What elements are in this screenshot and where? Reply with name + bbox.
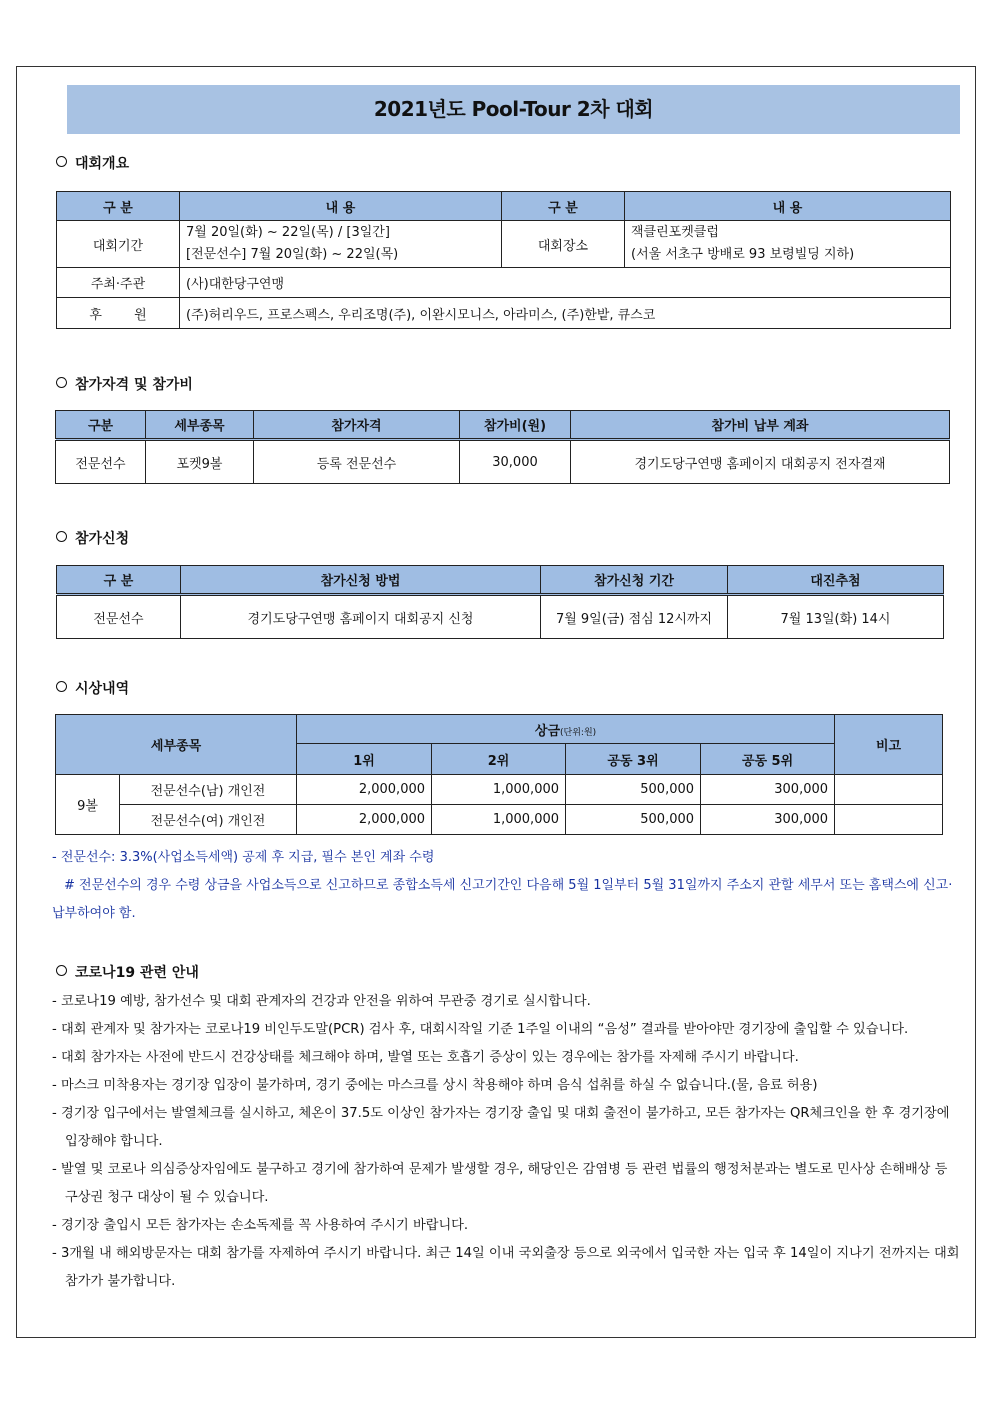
circle-bullet-icon (56, 377, 67, 388)
tax-note-detail: # 전문선수의 경우 수령 상금을 사업소득으로 신고하므로 종합소득세 신고기간인 다음해 5월 1일부터 5월 31일까지 주소지 관할 세무서 또는 홈택스에 신고·납부하여야 함. (52, 878, 953, 921)
event-header: 세부종목 (56, 715, 297, 775)
prize-value: 1,000,000 (432, 775, 566, 805)
prize-value: 300,000 (701, 805, 835, 835)
sponsor-label: 후 원 (57, 298, 180, 329)
table-cell: 경기도당구연맹 홈페이지 대회공지 신청 (181, 595, 541, 639)
remark-cell (835, 805, 943, 835)
prize-value: 500,000 (566, 805, 701, 835)
overview-table (56, 191, 951, 329)
table-cell: 7월 13일(화) 14시 (728, 595, 944, 639)
section-title: 대회개요 (75, 156, 130, 172)
prize-value: 300,000 (701, 775, 835, 805)
prize-header-label: 상금 (534, 723, 561, 739)
period-value (180, 221, 502, 268)
venue-line: 잭클린포켓클럽 (631, 225, 719, 240)
header-cell: 구 분 (502, 192, 625, 221)
header-cell: 세부종목 (146, 411, 254, 440)
prize-value: 2,000,000 (297, 805, 432, 835)
table-cell: 30,000 (460, 440, 571, 484)
section-title: 코로나19 관련 안내 (75, 965, 199, 981)
table-cell: 등록 전문선수 (254, 440, 460, 484)
period-line: [전문선수] 7월 20일(화) ~ 22일(목) (186, 247, 399, 262)
rank-header: 공동 5위 (701, 744, 835, 775)
circle-bullet-icon (56, 156, 67, 167)
circle-bullet-icon (56, 681, 67, 692)
list-item: - 대회 관계자 및 참가자는 코로나19 비인두도말(PCR) 검사 후, 대회시작일 기준 1주일 이내의 “음성” 결과를 받아야만 경기장에 출입할 수 있습니다. (52, 1022, 909, 1037)
host-value: (사)대한당구연맹 (180, 268, 951, 298)
sponsor-value: (주)허리우드, 프로스펙스, 우리조명(주), 이완시모니스, 아라미스, (주)한밭, 큐스코 (180, 298, 951, 329)
page-title: 2021년도 Pool-Tour 2차 대회 (67, 85, 960, 134)
table-cell: 경기도당구연맹 홈페이지 대회공지 전자결재 (571, 440, 950, 484)
list-item: - 코로나19 예방, 참가선수 및 대회 관계자의 건강과 안전을 위하여 무관중 경기로 실시합니다. (52, 994, 591, 1009)
table-cell: 7월 9일(금) 점심 12시까지 (541, 595, 728, 639)
table-cell: 전문선수 (57, 595, 181, 639)
list-item: - 3개월 내 해외방문자는 대회 참가를 자제하여 주시기 바랍니다. 최근 14일 이내 국외출장 등으로 외국에서 입국한 자는 입국 후 14일이 지나기 전까지는 대회 참가가 불가합니다. (52, 1246, 960, 1289)
list-item: - 경기장 출입시 모든 참가자는 손소독제를 꼭 사용하여 주시기 바랍니다. (52, 1218, 469, 1233)
header-cell: 구 분 (57, 192, 180, 221)
venue-value (625, 221, 951, 268)
section-application-heading (56, 528, 129, 548)
header-cell: 참가비 납부 계좌 (571, 411, 950, 440)
section-title: 시상내역 (75, 681, 130, 697)
header-cell: 참가비(원) (460, 411, 571, 440)
section-prizes-heading (56, 678, 129, 698)
event-name: 전문선수(남) 개인전 (120, 775, 297, 805)
prize-value: 2,000,000 (297, 775, 432, 805)
application-table (56, 565, 944, 639)
header-cell: 대진추첨 (728, 566, 944, 595)
host-label: 주최·주관 (57, 268, 180, 298)
period-line: 7월 20일(화) ~ 22일(목) / [3일간] (186, 225, 390, 240)
covid-notice-list (52, 988, 964, 1296)
prize-header (297, 715, 835, 744)
section-covid-heading (56, 962, 199, 982)
list-item: - 마스크 미착용자는 경기장 입장이 불가하며, 경기 중에는 마스크를 상시 착용해야 하며 음식 섭취를 하실 수 없습니다.(물, 음료 허용) (52, 1078, 818, 1093)
header-cell: 구분 (56, 411, 146, 440)
remark-header: 비고 (835, 715, 943, 775)
header-cell: 참가신청 방법 (181, 566, 541, 595)
list-item: - 대회 참가자는 사전에 반드시 건강상태를 체크해야 하며, 발열 또는 호흡기 증상이 있는 경우에는 참가를 자제해 주시기 바랍니다. (52, 1050, 799, 1065)
remark-cell (835, 775, 943, 805)
list-item: - 발열 및 코로나 의심증상자임에도 불구하고 경기에 참가하여 문제가 발생할 경우, 해당인은 감염병 등 관련 법률의 행정처분과는 별도로 민사상 손해배상 등 구상권 청구 대상이 될 수 있습니다. (52, 1162, 948, 1205)
section-title: 참가신청 (75, 531, 130, 547)
rank-header: 1위 (297, 744, 432, 775)
prize-value: 1,000,000 (432, 805, 566, 835)
rank-header: 공동 3위 (566, 744, 701, 775)
group-cell: 9볼 (56, 775, 120, 835)
eligibility-table (55, 410, 950, 484)
event-name: 전문선수(여) 개인전 (120, 805, 297, 835)
circle-bullet-icon (56, 965, 67, 976)
venue-label: 대회장소 (502, 221, 625, 268)
table-cell: 전문선수 (56, 440, 146, 484)
tax-note: - 전문선수: 3.3%(사업소득세액) 공제 후 지급, 필수 본인 계좌 수령 (52, 850, 435, 865)
header-cell: 구 분 (57, 566, 181, 595)
prize-value: 500,000 (566, 775, 701, 805)
circle-bullet-icon (56, 531, 67, 542)
prizes-table (55, 714, 943, 835)
header-cell: 참가신청 기간 (541, 566, 728, 595)
list-item: - 경기장 입구에서는 발열체크를 실시하고, 체온이 37.5도 이상인 참가자는 경기장 출입 및 대회 출전이 불가하고, 모든 참가자는 QR체크인을 한 후 경기장에 입장해야 합니다. (52, 1106, 950, 1149)
header-cell: 참가자격 (254, 411, 460, 440)
table-cell: 포켓9볼 (146, 440, 254, 484)
venue-line: (서울 서초구 방배로 93 보령빌딩 지하) (631, 247, 855, 262)
section-title: 참가자격 및 참가비 (75, 377, 193, 393)
prize-unit: (단위:원) (560, 727, 597, 738)
header-cell: 내 용 (625, 192, 951, 221)
period-label: 대회기간 (57, 221, 180, 268)
section-overview-heading (56, 153, 129, 173)
header-cell: 내 용 (180, 192, 502, 221)
rank-header: 2위 (432, 744, 566, 775)
section-eligibility-heading (56, 374, 193, 394)
